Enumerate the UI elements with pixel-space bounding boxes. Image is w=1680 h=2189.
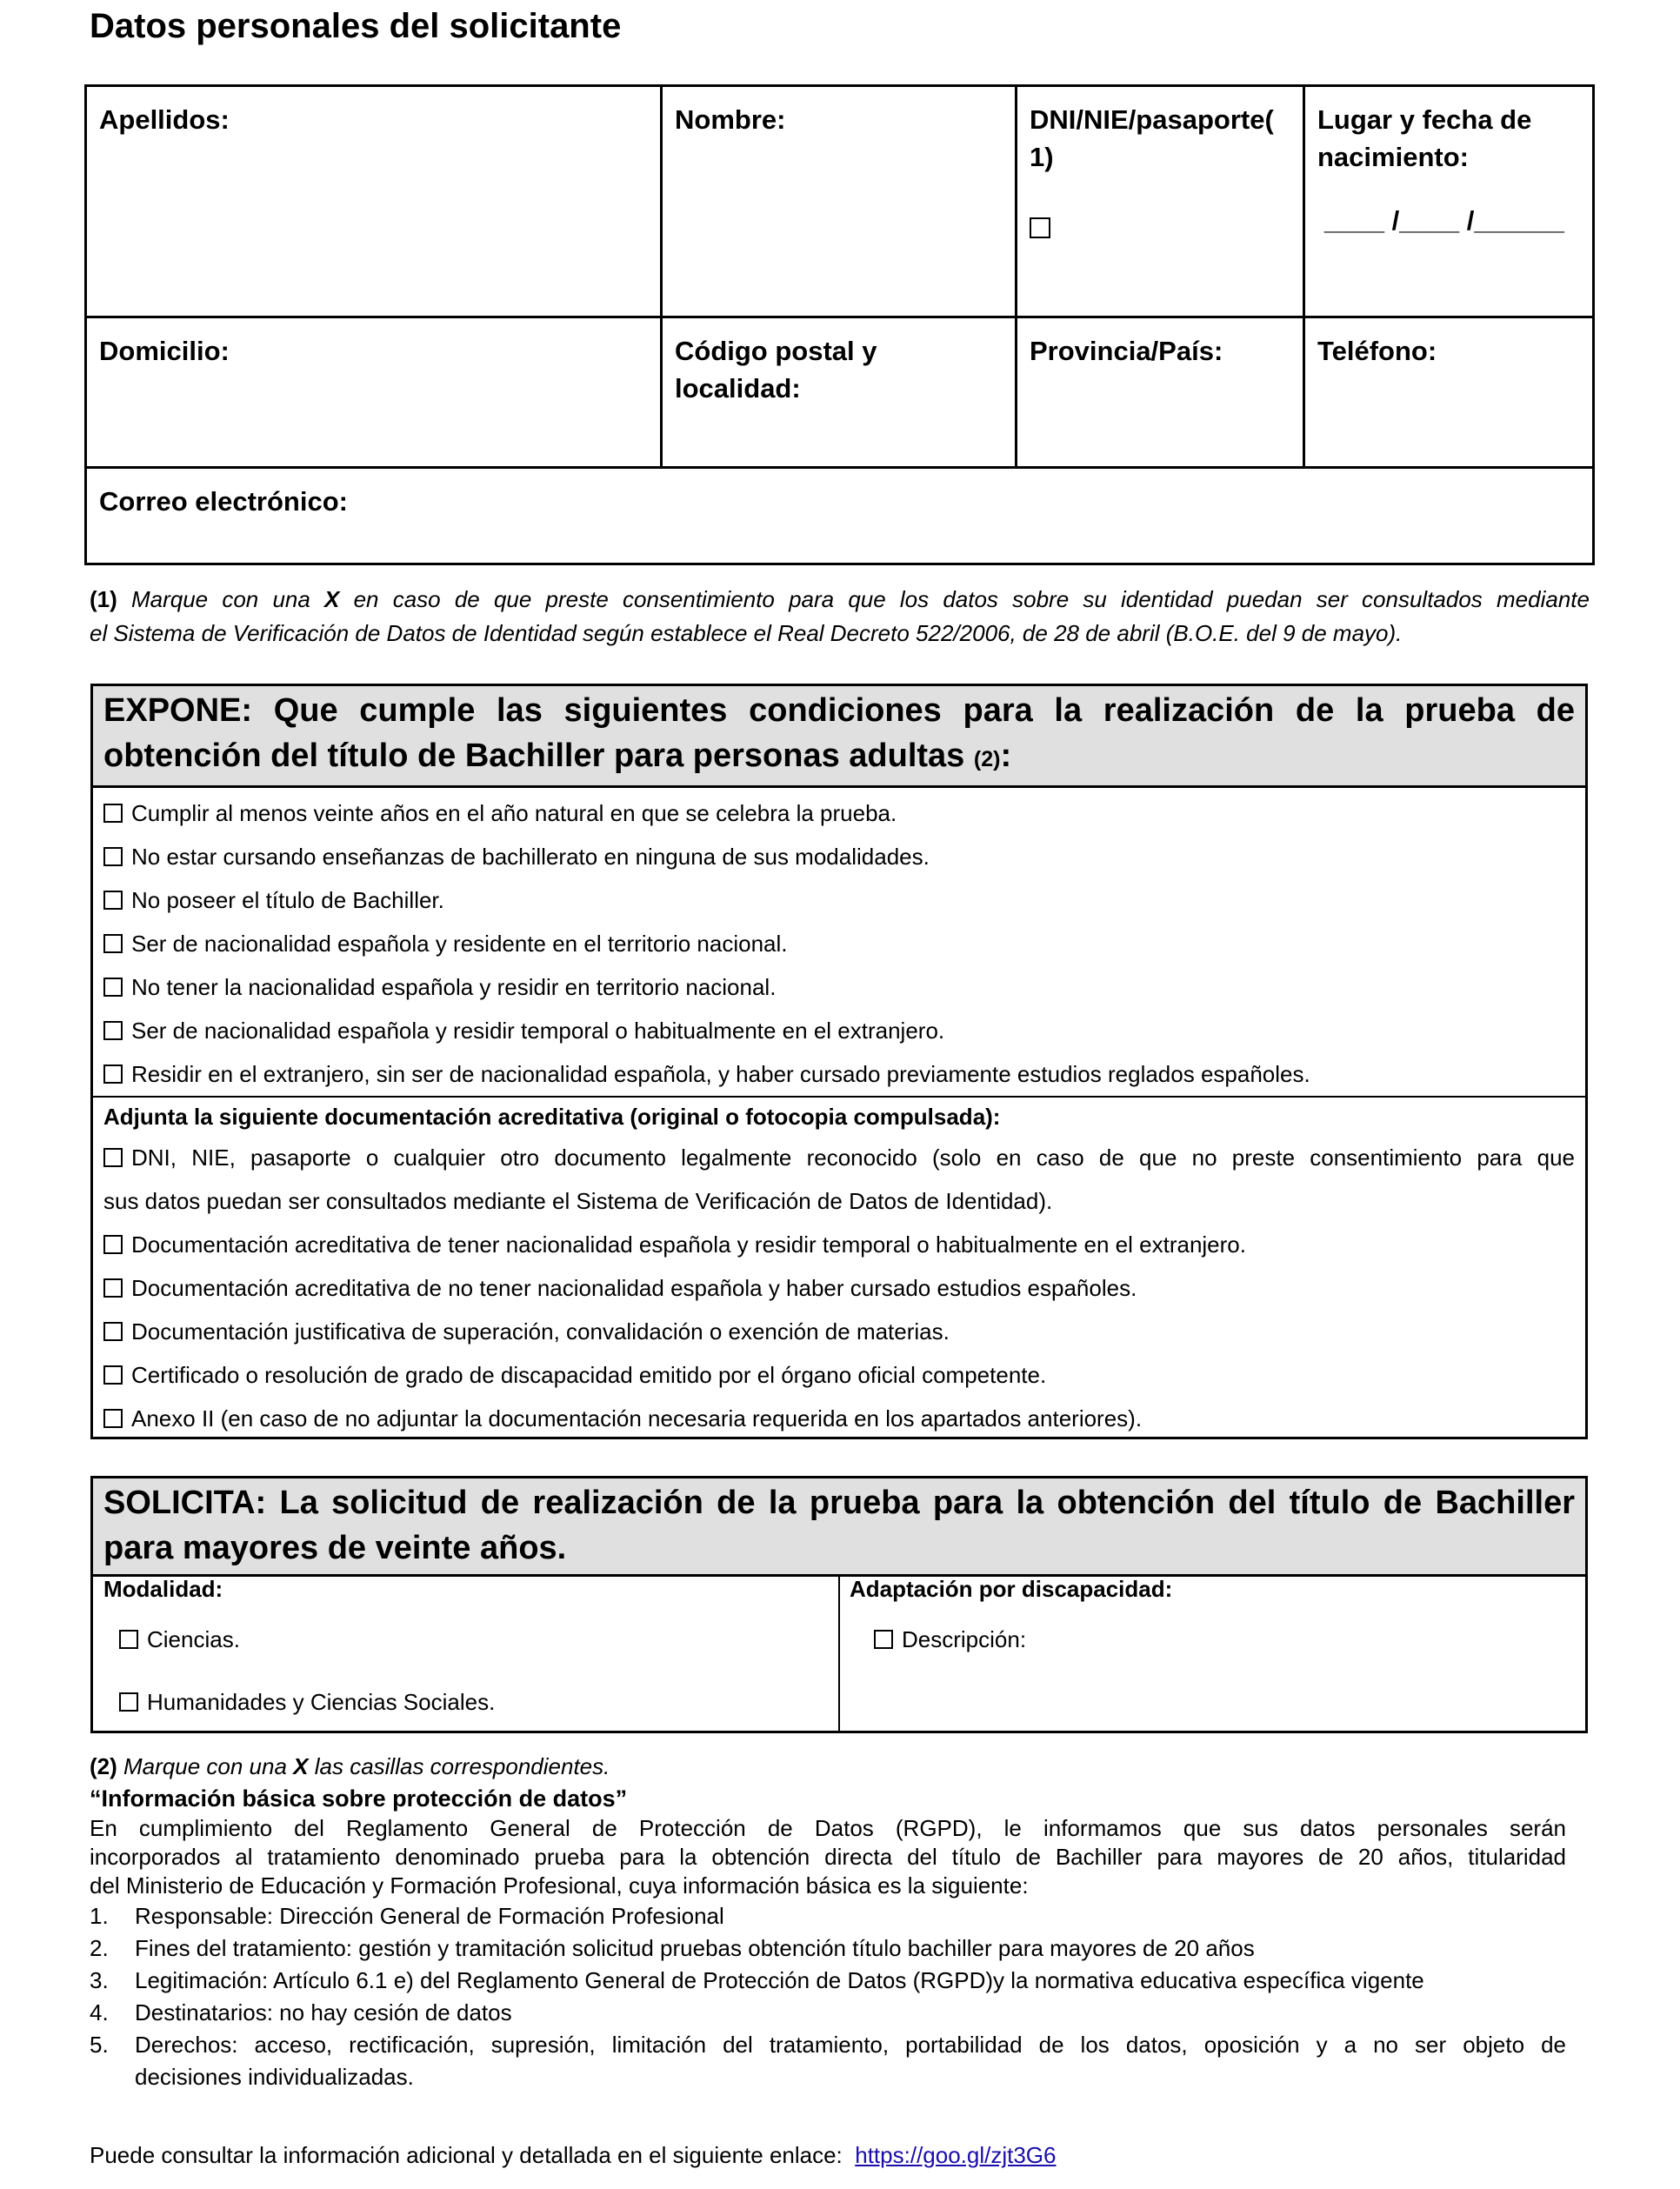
cp-label-line2: localidad: (675, 373, 801, 404)
doc-text-line2: sus datos puedan ser consultados mediante el Sistema de Verificación de Datos de Identidad). (103, 1188, 1053, 1214)
dni-field[interactable] (1017, 86, 1304, 317)
more-info-text: Puede consultar la información adicional y detallada en el siguiente enlace: (90, 2142, 843, 2168)
provincia-label: Provincia/País: (1030, 336, 1223, 366)
condition-checkbox[interactable] (103, 934, 123, 953)
doc-text: Documentación acreditativa de tener nacionalidad española y residir temporal o habitualmente en el extranjero. (131, 1231, 1246, 1258)
solicita-heading-line2: para mayores de veinte años. (103, 1530, 567, 1566)
condition-item[interactable] (93, 835, 1585, 878)
personal-data-table (84, 84, 1595, 565)
list-num: 2. (90, 1935, 109, 1961)
docs-heading: Adjunta la siguiente documentación acreditativa (original o fotocopia compulsada): (103, 1104, 1001, 1130)
condition-item[interactable] (93, 878, 1585, 922)
data-protection-list (90, 1900, 1566, 2093)
cp-localidad-field[interactable] (662, 317, 1017, 468)
expone-box (90, 684, 1588, 1439)
solicita-divider (838, 1574, 840, 1731)
condition-text: No estar cursando enseñanzas de bachillerato en ninguna de sus modalidades. (131, 844, 930, 870)
modalidad-option-text: Ciencias. (147, 1626, 240, 1652)
list-num: 3. (90, 1967, 109, 1993)
solicita-heading-line1: SOLICITA: La solicitud de realización de la prueba para la obtención del título de Bachiller (103, 1485, 1575, 1521)
apellidos-label: Apellidos: (99, 104, 230, 135)
correo-field[interactable] (86, 468, 1594, 564)
lugar-label-line1: Lugar y fecha de (1317, 104, 1532, 135)
doc-item[interactable] (93, 1310, 1585, 1353)
expone-heading-line2: obtención del título de Bachiller para personas adultas (103, 737, 965, 774)
note-2 (90, 1750, 610, 1784)
descripcion-checkbox[interactable] (874, 1630, 893, 1649)
condition-checkbox[interactable] (103, 1021, 123, 1040)
dni-consent-checkbox[interactable] (1030, 217, 1050, 238)
data-protection-paragraph (90, 1814, 1566, 1900)
fecha-blank[interactable]: ____ /____ /______ (1324, 205, 1564, 236)
humanidades-checkbox[interactable] (119, 1692, 138, 1712)
expone-heading-line1: EXPONE: Que cumple las siguientes condiciones para la realización de la prueba de (103, 692, 1575, 729)
condition-checkbox[interactable] (103, 1064, 123, 1084)
provincia-field[interactable] (1017, 317, 1304, 468)
condition-text: Cumplir al menos veinte años en el año natural en que se celebra la prueba. (131, 800, 897, 826)
more-info-line (90, 2139, 1057, 2171)
note1-marker: (1) (90, 586, 117, 612)
condition-text: No tener la nacionalidad española y residir en territorio nacional. (131, 974, 777, 1000)
condition-text: Ser de nacionalidad española y residir temporal o habitualmente en el extranjero. (131, 1018, 945, 1044)
note-1 (90, 583, 1590, 651)
doc-text: Documentación acreditativa de no tener nacionalidad española y haber cursado estudios españoles. (131, 1275, 1137, 1301)
modalidad-label: Modalidad: (103, 1576, 223, 1602)
list-item (90, 2029, 1566, 2093)
dni-label-line2: 1) (1030, 142, 1054, 172)
list-num: 4. (90, 1999, 109, 2025)
note2-text-b: las casillas correspondientes. (314, 1753, 610, 1779)
page-title: Datos personales del solicitante (90, 7, 622, 45)
list-text: Fines del tratamiento: gestión y tramitación solicitud pruebas obtención título bachiller para mayores de 20 años (135, 1935, 1255, 1961)
expone-heading (93, 686, 1585, 788)
doc-checkbox[interactable] (103, 1148, 123, 1167)
note2-x: X (293, 1753, 309, 1779)
doc-text-line1: DNI, NIE, pasaporte o cualquier otro documento legalmente reconocido (solo en caso de que no preste consentimiento para que (131, 1145, 1575, 1171)
doc-text: Documentación justificativa de superación, convalidación o exención de materias. (131, 1318, 950, 1345)
list-item (90, 1932, 1566, 1965)
data-protection-heading: “Información básica sobre protección de datos” (90, 1785, 628, 1812)
conditions-list (93, 788, 1585, 1096)
more-info-link[interactable]: https://goo.gl/zjt3G6 (855, 2142, 1057, 2168)
descripcion-field[interactable] (874, 1626, 1026, 1653)
nombre-field[interactable] (662, 86, 1017, 317)
note2-text-a: Marque con una (123, 1753, 287, 1779)
list-text-line1: Derechos: acceso, rectificación, supresión, limitación del tratamiento, portabilidad de los datos, oposición y a no ser objeto de (135, 2032, 1566, 2058)
list-text-line2: decisiones individualizadas. (135, 2064, 414, 2090)
note1-text-b: en caso de que preste consentimiento para que los datos sobre su identidad puedan ser consultados mediante (353, 586, 1590, 612)
domicilio-label: Domicilio: (99, 336, 230, 366)
expone-heading-colon: : (1000, 737, 1012, 774)
list-num: 1. (90, 1903, 109, 1929)
correo-label: Correo electrónico: (99, 486, 348, 517)
descripcion-label: Descripción: (902, 1626, 1027, 1652)
doc-item[interactable] (93, 1266, 1585, 1310)
note1-x: X (324, 586, 340, 612)
doc-text: Anexo II (en caso de no adjuntar la documentación necesaria requerida en los apartados anteriores). (131, 1405, 1143, 1432)
condition-text: No poseer el título de Bachiller. (131, 887, 444, 913)
dp-para-line1: En cumplimiento del Reglamento General de Protección de Datos (RGPD), le informamos que sus datos personales serán (90, 1815, 1566, 1841)
note2-marker: (2) (90, 1753, 117, 1779)
doc-checkbox[interactable] (103, 1409, 123, 1428)
nombre-label: Nombre: (675, 104, 786, 135)
lugar-fecha-field[interactable] (1304, 86, 1594, 317)
apellidos-field[interactable] (86, 86, 662, 317)
condition-item[interactable] (93, 922, 1585, 965)
condition-checkbox[interactable] (103, 847, 123, 866)
list-text: Destinatarios: no hay cesión de datos (135, 1999, 512, 2025)
data-protection-section (90, 1783, 1566, 2093)
condition-item[interactable] (93, 1052, 1585, 1096)
lugar-label-line2: nacimiento: (1317, 142, 1469, 172)
modalidad-option[interactable] (119, 1626, 240, 1653)
note1-text-a: Marque con una (130, 586, 310, 612)
adaptacion-label: Adaptación por discapacidad: (850, 1576, 1173, 1602)
list-item (90, 1965, 1566, 1997)
telefono-label: Teléfono: (1317, 336, 1437, 366)
domicilio-field[interactable] (86, 317, 662, 468)
list-num: 5. (90, 2032, 109, 2058)
list-text: Responsable: Dirección General de Formación Profesional (135, 1903, 724, 1929)
condition-item[interactable] (93, 791, 1585, 835)
doc-checkbox[interactable] (103, 1278, 123, 1298)
doc-item[interactable] (93, 1136, 1585, 1223)
condition-text: Ser de nacionalidad española y residente en el territorio nacional. (131, 931, 788, 957)
doc-text: Certificado o resolución de grado de discapacidad emitido por el órgano oficial competente. (131, 1362, 1047, 1388)
condition-item[interactable] (93, 965, 1585, 1009)
doc-checkbox[interactable] (103, 1235, 123, 1254)
condition-item[interactable] (93, 1009, 1585, 1052)
condition-checkbox[interactable] (103, 891, 123, 910)
doc-item[interactable] (93, 1353, 1585, 1397)
expone-heading-ref: (2) (973, 747, 1001, 771)
ciencias-checkbox[interactable] (119, 1630, 138, 1649)
dni-label-line1: DNI/NIE/pasaporte( (1030, 104, 1274, 135)
modalidad-option[interactable] (119, 1689, 495, 1716)
condition-checkbox[interactable] (103, 804, 123, 823)
solicita-box (90, 1476, 1588, 1733)
doc-item[interactable] (93, 1397, 1585, 1440)
note1-line2: el Sistema de Verificación de Datos de Identidad según establece el Real Decreto 522/2006, de 28 de abril (B.O.E. del 9 de mayo). (90, 620, 1403, 646)
dp-para-line2: incorporados al tratamiento denominado prueba para la obtención directa del título de Bachiller para mayores de 20 años, titularidad (90, 1844, 1566, 1870)
dp-para-line3: del Ministerio de Educación y Formación Profesional, cuya información básica es la siguiente: (90, 1872, 1029, 1899)
solicita-heading (93, 1478, 1585, 1577)
list-item (90, 1900, 1566, 1932)
cp-label-line1: Código postal y (675, 336, 877, 366)
condition-checkbox[interactable] (103, 978, 123, 997)
list-item (90, 1997, 1566, 2029)
telefono-field[interactable] (1304, 317, 1594, 468)
doc-item[interactable] (93, 1223, 1585, 1266)
list-text: Legitimación: Artículo 6.1 e) del Reglamento General de Protección de Datos (RGPD)y la normativa educativa específica vigente (135, 1967, 1424, 1993)
documentation-section (93, 1096, 1585, 1440)
condition-text: Residir en el extranjero, sin ser de nacionalidad española, y haber cursado previamente estudios reglados españoles. (131, 1061, 1310, 1087)
modalidad-option-text: Humanidades y Ciencias Sociales. (147, 1689, 496, 1715)
doc-checkbox[interactable] (103, 1365, 123, 1385)
doc-checkbox[interactable] (103, 1322, 123, 1341)
